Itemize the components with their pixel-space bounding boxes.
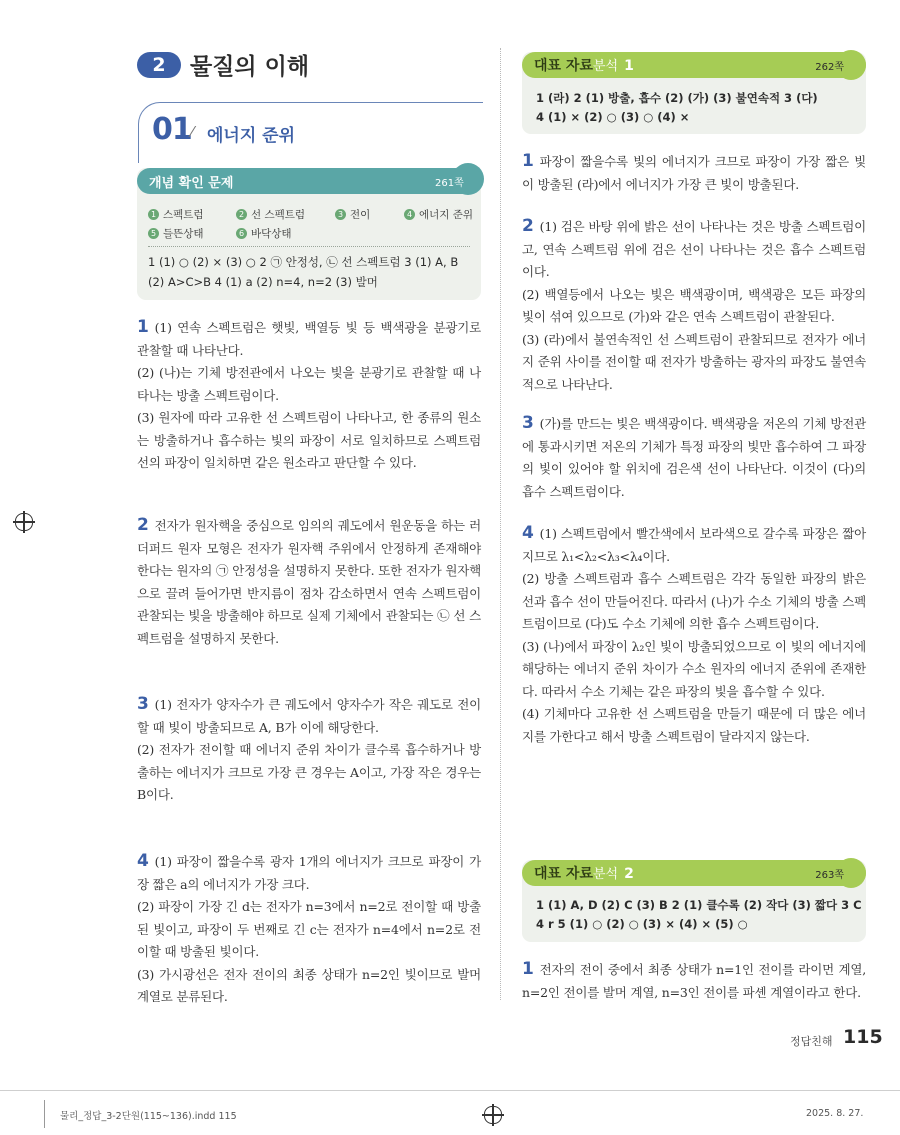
registration-mark-left [15,513,33,531]
concept-check-page: 261쪽 [435,178,464,189]
left-item-2: 2 전자가 원자핵을 중심으로 임의의 궤도에서 원운동을 하는 러더퍼드 원자 모형은 전자가 원자핵 주위에서 안정하게 존재해야 한다는 원자의 ㉠ 안정성을 설명하지 못한다. 또한 전자가 원자핵으로 끌려 들어가면 반지름이 점차 감소하면서 연속 스펙트럼이 관찰되는 빛을 방출해야 하므로 실제 기체에서 관찰되는 ㉡ 선 스펙트럼을 설명하지 못한다. [137,515,481,646]
left-item-4: 4 (1) 파장이 짧을수록 광자 1개의 에너지가 크므로 파장이 가장 짧은 a의 에너지가 가장 크다. (2) 파장이 가장 긴 d는 전자가 n=3에서 n=2로 전이할 때 방출된 빛이고, 파장이 두 번째로 긴 c는 전자가 n=4에서 n=2로 전이할 때 방출된 빛이다. (3) 가시광선은 전자 전이의 최종 상태가 n=2인 빛이므로 발머 계열로 분류된다. [137,851,481,1004]
right-item-2: 2 (1) 검은 바탕 위에 밝은 선이 나타나는 것은 방출 스펙트럼이고, 연속 스펙트럼 위에 검은 선이 나타나는 것은 흡수 스펙트럼이다. (2) 백열등에서 나오는 빛은 백색광이며, 백색광은 모든 파장의 빛이 섞여 있으므로 (가)와 같은 연속 스펙트럼이 관찰된다. (3) (라)에서 불연속적인 선 스펙트럼이 관찰되므로 전자가 에너지 준위 사이를 전이할 때 전자가 방출하는 광자의 파장도 불연속적으로 나타난다. [522,216,866,392]
rep-analysis-2-answers-2: 4 r 5 (1) ○ (2) ○ (3) × (4) × (5) ○ [536,917,748,931]
right-item-last: 1 전자의 전이 중에서 최종 상태가 n=1인 전이를 라이먼 계열, n=2인 전이를 발머 계열, n=3인 전이를 파셴 계열이라고 한다. [522,959,866,1000]
print-date: 2025. 8. 27. [806,1108,864,1119]
concept-check-title: 개념 확인 문제 [149,176,234,191]
column-divider [500,48,501,1000]
concept-check-header [137,168,481,194]
right-item-1: 1 파장이 짧을수록 빛의 에너지가 크므로 파장이 가장 짧은 빛이 방출된 (라)에서 에너지가 가장 큰 빛이 방출된다. [522,151,866,192]
left-item-3: 3 (1) 전자가 양자수가 큰 궤도에서 양자수가 작은 궤도로 전이할 때 빛이 방출되므로 A, B가 이에 해당한다. (2) 전자가 전이할 때 에너지 준위 차이가 클수록 흡수하거나 방출하는 에너지가 크므로 가장 큰 경우는 A이고, 가장 작은 경우는 B이다. [137,694,481,802]
concept-answers-line-1: 1 (1) ○ (2) × (3) ○ 2 ㉠ 안정성, ㉡ 선 스펙트럼 3 (1) A, B [148,255,459,269]
rep-analysis-1-header: 대표 자료분석 1 262쪽 [522,52,866,78]
right-item-3: 3 (가)를 만드는 빛은 백색광이다. 백색광을 저온의 기체 방전관에 통과시키면 저온의 기체가 특정 파장의 빛만 흡수하여 그 파장의 빛이 있어야 할 위치에 검은색 선이 나타난다. 이것이 (다)의 흡수 스펙트럼이다. [522,413,866,499]
keyword-2: 2 선 스펙트럼 [236,207,305,222]
footer-label: 정답친해 [790,1035,833,1048]
section-slash: ⁄ [191,123,194,141]
crop-mark [44,1100,45,1128]
rep-analysis-2-answers-1: 1 (1) A, D (2) C (3) B 2 (1) 클수록 (2) 작다 (3) 짧다 3 C [536,898,862,912]
section-title: 에너지 준위 [207,126,296,146]
concept-answers-line-2: (2) A>C>B 4 (1) a (2) n=4, n=2 (3) 발머 [148,275,378,289]
chapter-title: 물질의 이해 [190,54,310,80]
rep-analysis-1-answers-2: 4 (1) × (2) ○ (3) ○ (4) × [536,110,690,124]
rep-analysis-2-header: 대표 자료분석 2 263쪽 [522,860,866,886]
rep-analysis-1-answers-1: 1 (라) 2 (1) 방출, 흡수 (2) (가) (3) 불연속적 3 (다) [536,91,818,105]
right-item-4: 4 (1) 스펙트럼에서 빨간색에서 보라색으로 갈수록 파장은 짧아지므로 λ₁<λ₂<λ₃<λ₄이다. (2) 방출 스펙트럼과 흡수 스펙트럼은 각각 동일한 파장의 밝은 선과 흡수 선이 만들어진다. 따라서 (나)가 수소 기체의 방출 스펙트럼이므로 (다)도 수소 기체에 의한 흡수 스펙트럼이다. (3) (나)에서 파장이 λ₂인 빛이 방출되었으므로 이 빛의 에너지에 해당하는 에너지 준위 차이가 수소 원자의 에너지 준위에 존재한다. 따라서 수소 기체는 같은 파장의 빛을 흡수할 수 있다. (4) 기체마다 고유한 선 스펙트럼을 만들기 때문에 더 많은 에너지를 가한다고 해서 방출 스펙트럼이 달라지지 않는다. [522,523,866,744]
keyword-3: 3 전이 [335,207,370,222]
page-number: 115 [843,1026,883,1048]
left-item-1: 1 (1) 연속 스펙트럼은 햇빛, 백열등 빛 등 백색광을 분광기로 관찰할 때 나타난다. (2) (나)는 기체 방전관에서 나오는 빛을 분광기로 관찰할 때 나타나는 방출 스펙트럼이다. (3) 원자에 따라 고유한 선 스펙트럼이 나타나고, 한 종류의 원소는 방출하거나 흡수하는 빛의 파장이 서로 일치하므로 스펙트럼 선의 파장이 일치하면 같은 원소라고 판단할 수 있다. [137,317,481,470]
trim-line [0,1090,900,1091]
concept-divider [148,246,470,247]
keyword-1: 1 스펙트럼 [148,207,204,222]
keyword-5: 5 들뜬상태 [148,226,204,241]
keyword-6: 6 바닥상태 [236,226,292,241]
keyword-4: 4 에너지 준위 [404,207,473,222]
print-file-info: 물리_정답_3-2단원(115~136).indd 115 [60,1111,237,1122]
registration-mark-bottom [484,1106,502,1124]
chapter-number-badge: 2 [137,52,181,78]
section-number: 01 [152,112,192,147]
